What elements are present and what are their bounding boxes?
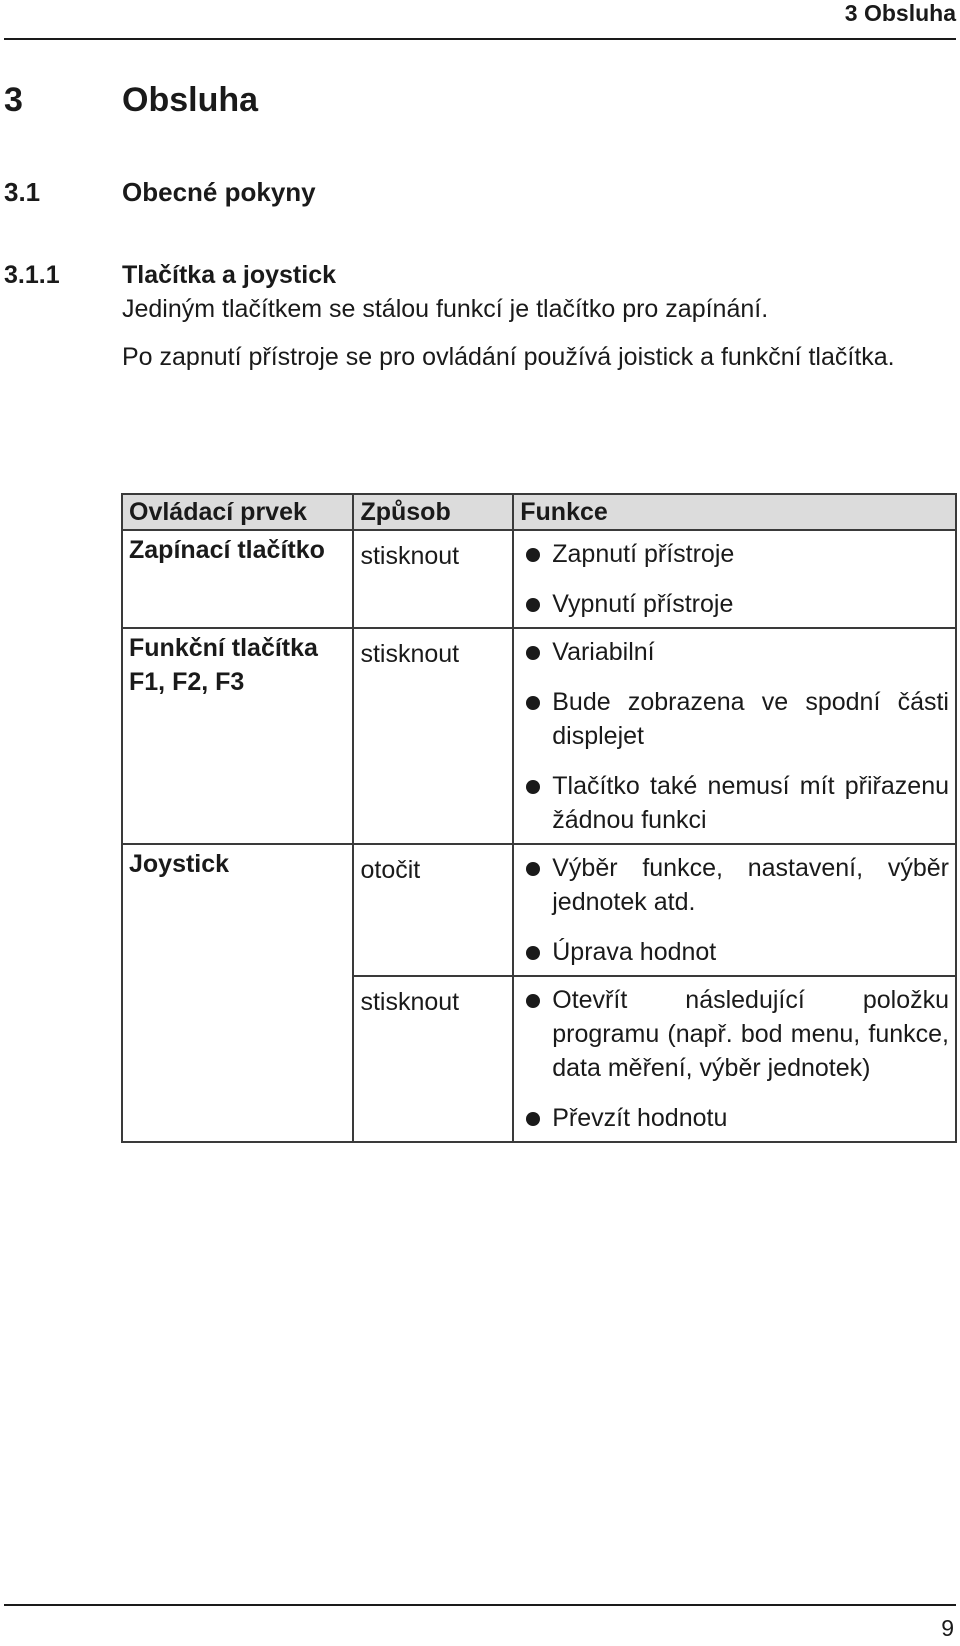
bullet-icon: [526, 780, 540, 794]
body-paragraph: Po zapnutí přístroje se pro ovládání používá joistick a funkční tlačítka.: [122, 343, 895, 371]
function-item: Bude zobrazena ve spodní části displejet: [520, 685, 949, 753]
section-title: Obecné pokyny: [122, 177, 316, 207]
bullet-icon: [526, 862, 540, 876]
bullet-icon: [526, 548, 540, 562]
chapter-title: Obsluha: [122, 81, 259, 119]
bullet-icon: [526, 1112, 540, 1126]
chapter-number: 3: [4, 81, 23, 119]
function-item: Vypnutí přístroje: [520, 587, 949, 621]
table-row: [122, 530, 956, 628]
table-row: [122, 628, 956, 844]
function-item: Zapnutí přístroje: [520, 537, 949, 571]
control-cell: Joystick: [122, 844, 353, 1142]
control-cell: Funkční tlačítka F1, F2, F3: [122, 628, 353, 844]
section-number: 3.1: [4, 177, 41, 207]
column-header-function: Funkce: [513, 494, 956, 530]
function-cell: [513, 628, 956, 844]
header-rule: [4, 38, 956, 40]
function-item: Variabilní: [520, 635, 949, 669]
bullet-icon: [526, 696, 540, 710]
controls-table: [121, 493, 957, 1143]
footer-rule: [4, 1604, 956, 1606]
function-item: Úprava hodnot: [520, 935, 949, 969]
function-item: Tlačítko také nemusí mít přiřazenu žádnou funkci: [520, 769, 949, 837]
method-cell: stisknout: [353, 530, 513, 628]
body-paragraph: Jediným tlačítkem se stálou funkcí je tlačítko pro zapínání.: [122, 295, 769, 323]
method-cell: stisknout: [353, 628, 513, 844]
bullet-icon: [526, 598, 540, 612]
running-header: 3 Obsluha: [844, 0, 956, 26]
bullet-icon: [526, 994, 540, 1008]
bullet-icon: [526, 946, 540, 960]
table-header-row: [122, 494, 956, 530]
subsection-title: Tlačítka a joystick: [122, 261, 337, 289]
method-cell: stisknout: [353, 976, 513, 1142]
function-item: Výběr funkce, nastavení, výběr jednotek atd.: [520, 851, 949, 919]
page-number: 9: [941, 1615, 954, 1641]
function-cell: [513, 976, 956, 1142]
function-item: Převzít hodnotu: [520, 1101, 949, 1135]
function-cell: [513, 530, 956, 628]
function-cell: [513, 844, 956, 976]
column-header-method: Způsob: [353, 494, 513, 530]
table-row: [122, 844, 956, 976]
column-header-control: Ovládací prvek: [122, 494, 353, 530]
function-item: Otevřít následující položku programu (např. bod menu, funkce, data měření, výběr jednotek): [520, 983, 949, 1085]
subsection-number: 3.1.1: [4, 261, 60, 289]
bullet-icon: [526, 646, 540, 660]
control-cell: Zapínací tlačítko: [122, 530, 353, 628]
method-cell: otočit: [353, 844, 513, 976]
